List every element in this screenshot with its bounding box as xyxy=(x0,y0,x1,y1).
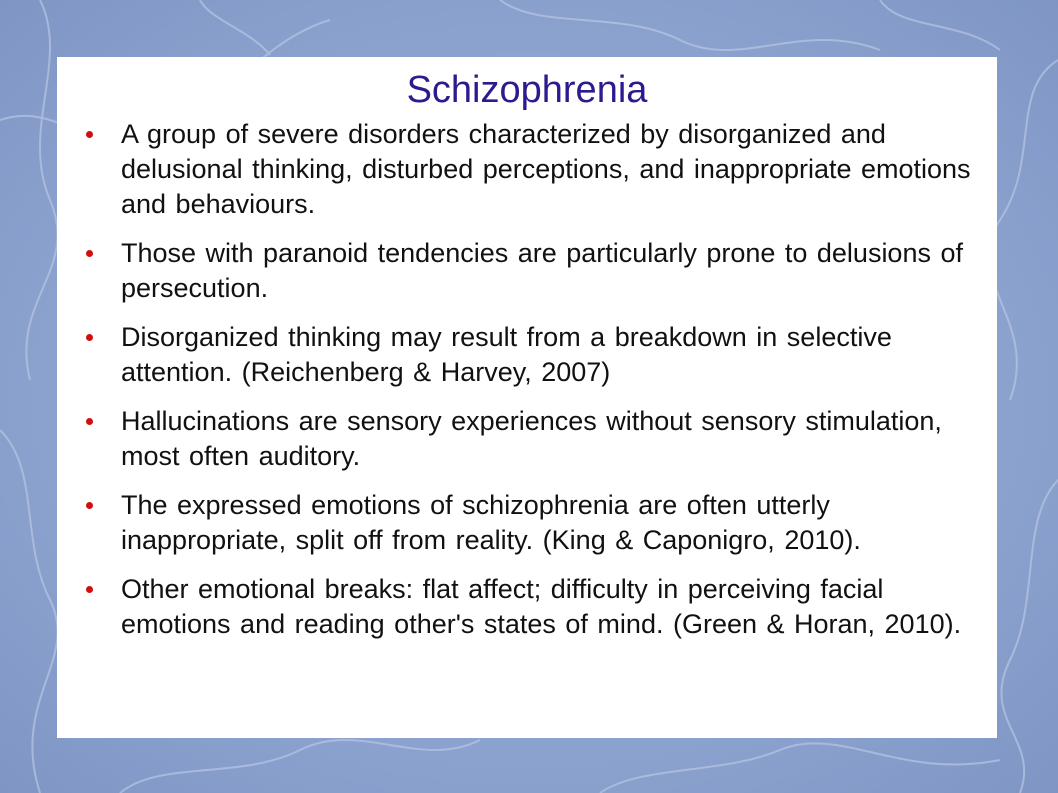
slide-title: Schizophrenia xyxy=(406,69,648,111)
bullet-dot-icon xyxy=(86,131,93,138)
bullet-list xyxy=(57,117,997,656)
bullet-item xyxy=(57,117,997,222)
bullet-dot-icon xyxy=(86,502,93,509)
bullet-text: Other emotional breaks: flat affect; difficulty in perceiving facial emotions and reading other's states of mind. (Green & Horan, 2010). xyxy=(121,574,962,639)
bullet-dot-icon xyxy=(86,250,93,257)
bullet-item xyxy=(57,404,997,474)
bullet-text: Disorganized thinking may result from a breakdown in selective attention. (Reichenberg & Harvey, 2007) xyxy=(121,322,892,387)
bullet-item xyxy=(57,320,997,390)
content-panel xyxy=(57,57,997,738)
bullet-item xyxy=(57,236,997,306)
bullet-dot-icon xyxy=(86,586,93,593)
bullet-text: The expressed emotions of schizophrenia are often utterly inappropriate, split off from reality. (King & Caponigro, 2010). xyxy=(121,490,861,555)
bullet-dot-icon xyxy=(86,418,93,425)
bullet-text: Hallucinations are sensory experiences without sensory stimulation, most often auditory. xyxy=(121,406,942,471)
bullet-text: Those with paranoid tendencies are particularly prone to delusions of persecution. xyxy=(121,238,963,303)
bullet-item xyxy=(57,572,997,642)
bullet-item xyxy=(57,488,997,558)
bullet-dot-icon xyxy=(86,334,93,341)
bullet-text: A group of severe disorders characterized by disorganized and delusional thinking, disturbed perceptions, and inappropriate emotions and behaviours. xyxy=(121,119,971,219)
